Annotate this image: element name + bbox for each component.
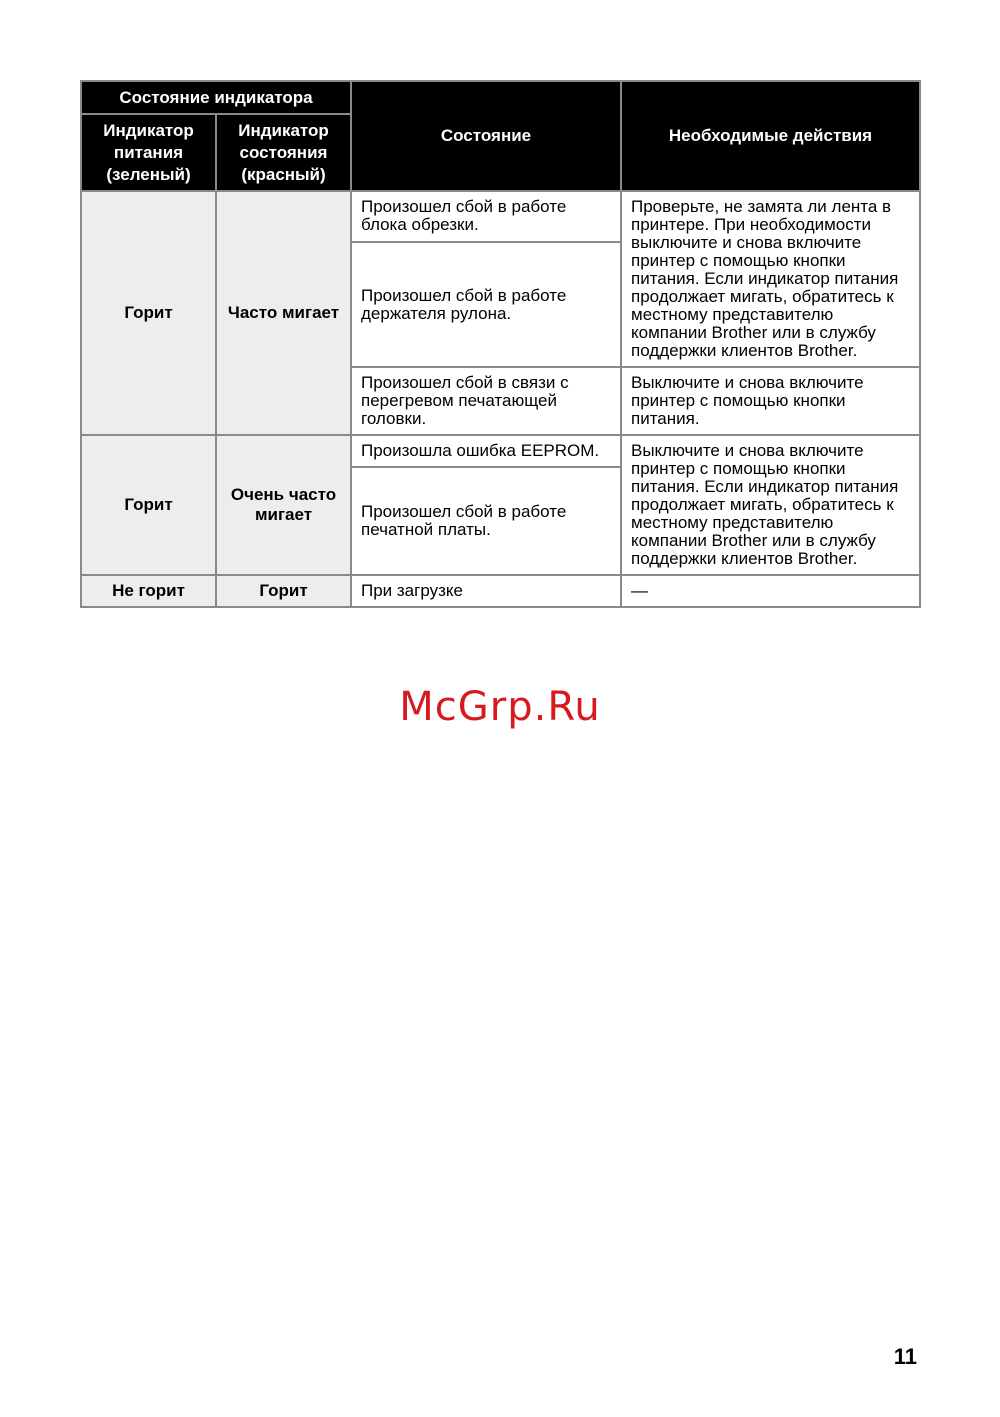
state-cell: Произошел сбой в работе держателя рулона. <box>351 242 621 367</box>
watermark: McGrp.Ru <box>399 684 601 730</box>
led-status-table <box>80 80 921 608</box>
status-led-cell: Очень часто мигает <box>216 435 351 575</box>
state-cell: При загрузке <box>351 575 621 607</box>
action-cell: Проверьте, не замята ли лента в принтере. При необходимости выключите и снова включите принтер с помощью кнопки питания. Если индикатор питания продолжает мигать, обратитесь к местному представителю компании Brother или в службу поддержки клиентов Brother. <box>621 191 920 367</box>
page-number: 11 <box>893 1344 917 1369</box>
header-power-indicator: Индикатор питания (зеленый) <box>81 114 216 191</box>
state-cell: Произошел сбой в работе блока обрезки. <box>351 191 621 242</box>
state-cell: Произошел сбой в связи с перегревом печатающей головки. <box>351 367 621 435</box>
status-led-cell: Горит <box>216 575 351 607</box>
header-actions: Необходимые действия <box>621 81 920 191</box>
state-cell: Произошел сбой в работе печатной платы. <box>351 467 621 575</box>
action-cell: Выключите и снова включите принтер с помощью кнопки питания. <box>621 367 920 435</box>
header-indicator-state: Состояние индикатора <box>81 81 351 114</box>
status-led-cell: Часто мигает <box>216 191 351 435</box>
header-status-indicator: Индикатор состояния (красный) <box>216 114 351 191</box>
state-cell: Произошла ошибка EEPROM. <box>351 435 621 467</box>
header-state: Состояние <box>351 81 621 191</box>
power-led-cell: Горит <box>81 435 216 575</box>
power-led-cell: Не горит <box>81 575 216 607</box>
action-cell: Выключите и снова включите принтер с помощью кнопки питания. Если индикатор питания продолжает мигать, обратитесь к местному представителю компании Brother или в службу поддержки клиентов Brother. <box>621 435 920 575</box>
power-led-cell: Горит <box>81 191 216 435</box>
action-cell: — <box>621 575 920 607</box>
